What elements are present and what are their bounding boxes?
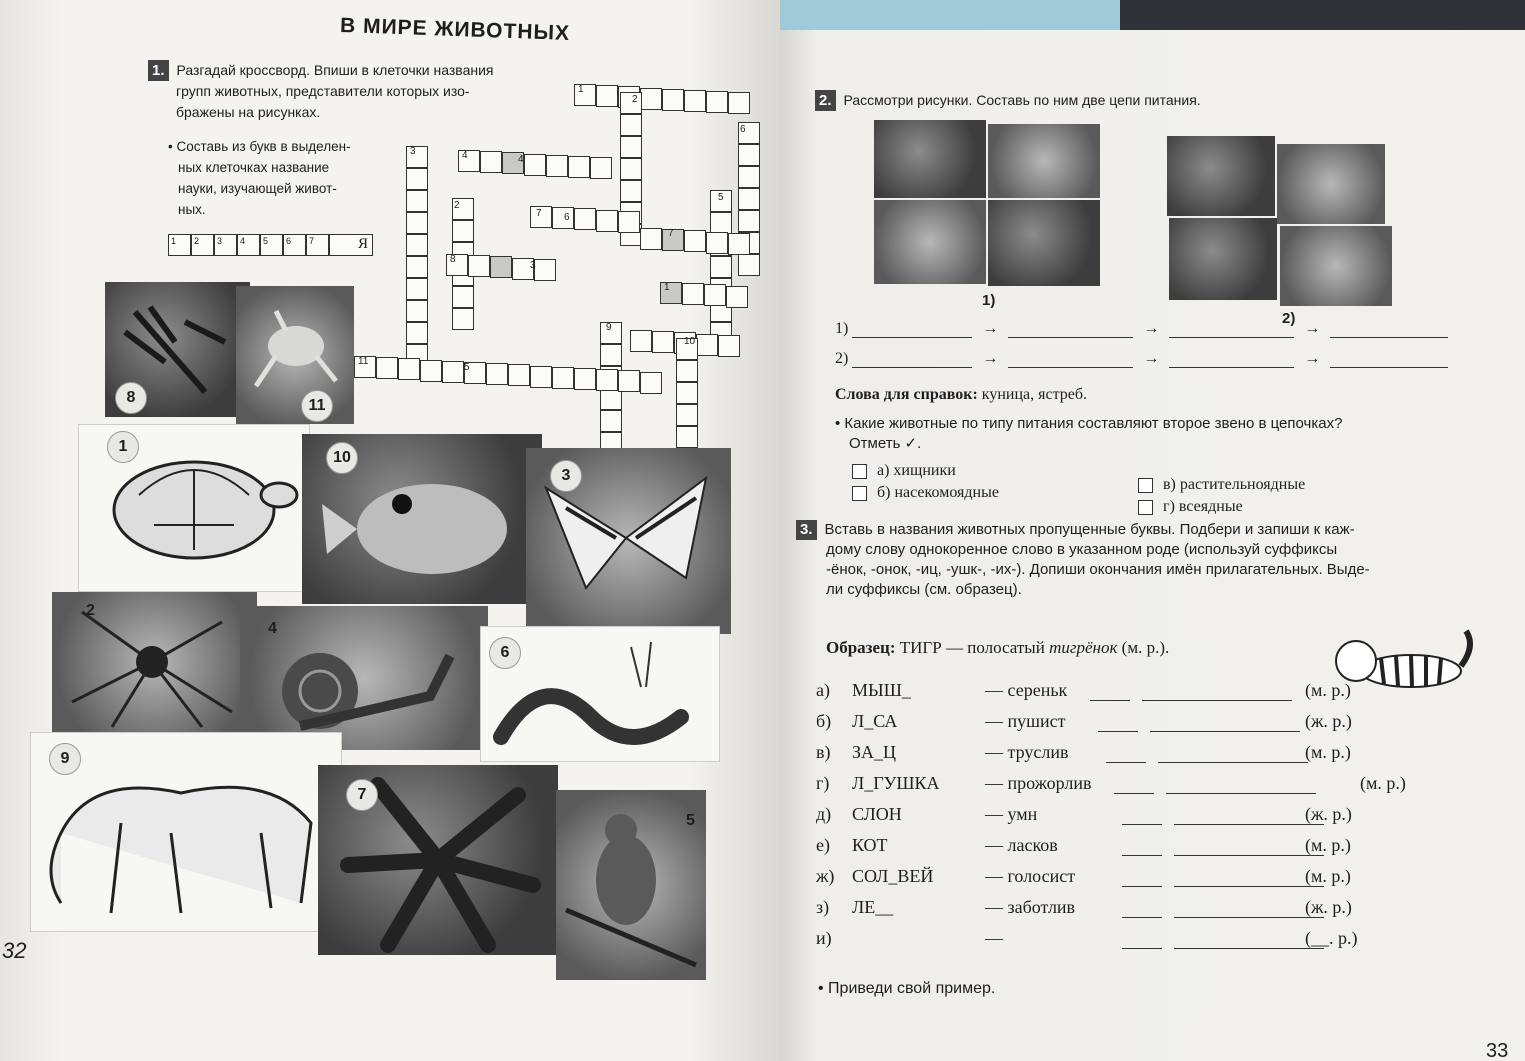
row-letter: д) xyxy=(816,804,832,824)
page-number: 33 xyxy=(1486,1040,1509,1061)
crossword-cell[interactable] xyxy=(406,322,428,344)
crossword-cell[interactable] xyxy=(618,211,640,233)
crossword-cell[interactable] xyxy=(452,308,474,330)
task3-number: 3. xyxy=(796,520,817,540)
answer-field[interactable] xyxy=(1166,773,1316,794)
crossword-cell[interactable] xyxy=(406,300,428,322)
answer-field[interactable] xyxy=(1174,804,1324,825)
crossword-cell[interactable] xyxy=(706,91,728,113)
group2-label: 2) xyxy=(1282,310,1296,327)
sample-answer: тигрёнок xyxy=(1049,638,1118,657)
crossword-cell[interactable] xyxy=(738,188,760,210)
row-letter: и) xyxy=(816,928,832,948)
fox-picture xyxy=(988,200,1100,286)
option-predators[interactable] xyxy=(852,460,999,482)
crossword-cell[interactable] xyxy=(706,232,728,254)
chain-answer-field[interactable] xyxy=(1169,321,1294,338)
crossword-cell[interactable] xyxy=(600,410,622,432)
crossword-cell[interactable] xyxy=(704,284,726,306)
row-adjective: — прожорлив xyxy=(985,773,1092,793)
crossword-number: 10 xyxy=(684,336,696,347)
snail-picture xyxy=(240,606,488,750)
crossword-cell[interactable] xyxy=(596,369,618,391)
turtle-picture xyxy=(78,424,310,592)
task1-line: групп животных, представители которых изо- xyxy=(176,83,470,99)
option-label: б) насекомоядные xyxy=(877,484,999,501)
option-insectivores[interactable] xyxy=(852,482,999,504)
crossword-cell[interactable] xyxy=(600,344,622,366)
picture-number: 9 xyxy=(49,743,81,775)
row-adjective: — голосист xyxy=(985,866,1076,886)
row-letter: е) xyxy=(816,835,830,855)
right-page xyxy=(780,30,1525,1061)
ending-field[interactable] xyxy=(1122,835,1162,856)
option-label: г) всеядные xyxy=(1163,498,1243,515)
crossword-cell[interactable] xyxy=(738,254,760,276)
keyword-cells[interactable] xyxy=(168,234,373,256)
ending-field[interactable] xyxy=(1106,742,1146,763)
crossword-cell[interactable] xyxy=(480,151,502,173)
option-label: в) растительноядные xyxy=(1163,476,1306,493)
crossword-cell[interactable] xyxy=(676,360,698,382)
keyword-cell[interactable]: 3 xyxy=(214,234,237,256)
final-bullet-text: Приведи свой пример. xyxy=(828,980,996,997)
task3-line: ли суффиксы (см. образец). xyxy=(826,581,1022,598)
row-word: КОТ xyxy=(852,835,888,855)
crossword-cell[interactable] xyxy=(406,168,428,190)
crossword-number: 4 xyxy=(462,150,468,161)
answer-field[interactable] xyxy=(1158,742,1308,763)
row-word: ЛЕ__ xyxy=(852,897,894,917)
crossword-cell[interactable] xyxy=(620,92,642,114)
question-text: Отметь ✓. xyxy=(849,435,922,452)
task3-line: -ёнок, -онок, -иц, -ушк-, -их-). Допиши окончания имён прилагательных. Выде- xyxy=(826,561,1370,578)
acorns-picture xyxy=(1280,226,1392,306)
options-col-1 xyxy=(852,460,999,504)
crossword-cell[interactable] xyxy=(490,256,512,278)
keyword-cell[interactable]: 4 xyxy=(237,234,260,256)
crossword-cell[interactable] xyxy=(546,155,568,177)
crossword-cell[interactable] xyxy=(676,382,698,404)
keyword-cell[interactable]: 5 xyxy=(260,234,283,256)
grass-picture xyxy=(874,200,986,284)
row-adjective: — умн xyxy=(985,804,1038,824)
crossword-number: 5 xyxy=(718,192,724,203)
arrow-icon: → xyxy=(1143,350,1160,367)
crossword-cell[interactable] xyxy=(676,426,698,448)
crossword-cell[interactable] xyxy=(596,210,618,232)
row-word: ЗА_Ц xyxy=(852,742,897,762)
worm-picture xyxy=(480,626,720,762)
picture-number: 8 xyxy=(115,382,147,414)
crossword-number: 1 xyxy=(578,84,584,95)
crossword-cell[interactable] xyxy=(726,286,748,308)
crossword-cell[interactable] xyxy=(620,136,642,158)
row-word: СЛОН xyxy=(852,804,902,824)
row-adjective: — заботлив xyxy=(985,897,1076,917)
frog-icon xyxy=(236,286,354,424)
crossword-cell[interactable] xyxy=(486,363,508,385)
row-letter: г) xyxy=(816,773,830,793)
sample-adj: полосатый xyxy=(967,638,1045,657)
crossword-cell[interactable] xyxy=(652,331,674,353)
picture-number: 11 xyxy=(301,390,333,422)
sample-label: Образец: xyxy=(826,638,896,657)
crossword-cell[interactable] xyxy=(420,360,442,382)
option-herbivores[interactable] xyxy=(1138,474,1305,496)
crossword-number: 9 xyxy=(606,322,612,333)
arrow-icon: → xyxy=(1143,320,1160,337)
keyword-cell[interactable]: Я xyxy=(329,234,373,256)
squirrel-picture xyxy=(1169,218,1277,300)
crossword-number: 2 xyxy=(454,200,460,211)
reference-words xyxy=(835,386,1087,404)
checkbox[interactable] xyxy=(1138,500,1153,515)
arrow-icon: → xyxy=(982,350,999,367)
task2-instruction: Рассмотри рисунки. Составь по ним две цепи питания. xyxy=(843,92,1201,108)
marten-picture xyxy=(1167,136,1275,216)
answer-field[interactable] xyxy=(1142,680,1292,701)
sample-gender: (м. р.). xyxy=(1121,638,1170,657)
chain-answer-field[interactable] xyxy=(852,321,972,338)
picture-number: 4 xyxy=(268,620,277,637)
arrow-icon: → xyxy=(1304,350,1321,367)
task1-bullet: • Составь из букв в выделен- ных клеточках название науки, изучающей живот- ных. xyxy=(168,136,378,220)
leopard-picture xyxy=(30,732,342,932)
row-word: МЫШ_ xyxy=(852,680,911,700)
crossword-cell[interactable] xyxy=(640,88,662,110)
picture-number: 3 xyxy=(550,460,582,492)
crossword-cell[interactable] xyxy=(696,334,718,356)
picture-number: 5 xyxy=(686,812,695,829)
crossword-cell[interactable] xyxy=(574,208,596,230)
ending-field[interactable] xyxy=(1090,680,1130,701)
chain-answer-field[interactable] xyxy=(852,351,972,368)
grasshopper-picture xyxy=(988,124,1100,198)
crossword-cell[interactable] xyxy=(574,368,596,390)
task2-number: 2. xyxy=(815,90,836,111)
reference-list: куница, ястреб. xyxy=(981,386,1088,403)
final-bullet: • Приведи свой пример. xyxy=(818,980,996,997)
picture-number: 2 xyxy=(86,602,95,619)
row-gender: (м. р.) xyxy=(1305,742,1351,762)
crossword-cell[interactable] xyxy=(468,255,490,277)
crossword-cell[interactable] xyxy=(376,357,398,379)
row-gender: (м. р.) xyxy=(1360,773,1406,793)
frog-picture xyxy=(236,286,354,424)
bullet-line: ных. xyxy=(178,202,206,217)
sample-line xyxy=(826,638,1169,658)
crossword-number: 5 xyxy=(464,362,470,373)
arrow-icon: → xyxy=(982,320,999,337)
crossword-number: 7 xyxy=(668,228,674,239)
bullet-line: ных клеточках название xyxy=(178,160,330,175)
ending-field[interactable] xyxy=(1098,711,1138,732)
crossword-number: 3 xyxy=(530,260,536,271)
page-title: В МИРЕ ЖИВОТНЫХ xyxy=(339,13,571,46)
task1-line: Разгадай кроссворд. Впиши в клеточки названия xyxy=(176,62,494,78)
crossword-cell[interactable] xyxy=(630,330,652,352)
crossword-cell[interactable] xyxy=(640,372,662,394)
crossword-cell[interactable] xyxy=(452,286,474,308)
crossword-number: 4 xyxy=(518,154,524,165)
crossword-cell[interactable] xyxy=(682,283,704,305)
crossword-number: 2 xyxy=(632,94,638,105)
crossword-cell[interactable] xyxy=(596,85,618,107)
row-adjective: — ласков xyxy=(985,835,1058,855)
tit-picture xyxy=(874,120,986,198)
answer-field[interactable] xyxy=(1150,711,1300,732)
row-gender: (ж. р.) xyxy=(1305,804,1352,824)
keyword-cell[interactable]: 2 xyxy=(191,234,214,256)
ending-field[interactable] xyxy=(1122,928,1162,949)
ending-field[interactable] xyxy=(1122,866,1162,887)
crossword-cell[interactable] xyxy=(398,358,420,380)
row-gender: (м. р.) xyxy=(1305,866,1351,886)
row-gender: (м. р.) xyxy=(1305,680,1351,700)
crayfish-picture xyxy=(105,282,250,417)
crossword-number: 11 xyxy=(358,356,369,367)
chain-answer-field[interactable] xyxy=(1330,351,1448,368)
task3-text xyxy=(796,520,1486,600)
hawk-picture xyxy=(1277,144,1385,224)
picture-number: 1 xyxy=(107,431,139,463)
crossword-cell[interactable] xyxy=(728,92,750,114)
answer-field[interactable] xyxy=(1174,835,1324,856)
crossword-cell[interactable] xyxy=(524,154,546,176)
row-gender: (ж. р.) xyxy=(1305,897,1352,917)
row-gender: (м. р.) xyxy=(1305,835,1351,855)
group1-label: 1) xyxy=(982,292,996,309)
row-adjective: — сереньк xyxy=(985,680,1068,700)
row-letter: а) xyxy=(816,680,830,700)
chain-answer-field[interactable] xyxy=(1008,351,1133,368)
chain-answer-field[interactable] xyxy=(1008,321,1133,338)
bullet-line: науки, изучающей живот- xyxy=(178,181,337,196)
sample-dash: — xyxy=(945,638,963,657)
chain-answer-field[interactable] xyxy=(1330,321,1448,338)
crossword-cell[interactable] xyxy=(738,210,760,232)
keyword-cell[interactable]: 1 xyxy=(168,234,191,256)
chain-label: 2) xyxy=(835,350,849,367)
task3-line: дому слову однокоренное слово в указанном роде (используй суффиксы xyxy=(826,541,1338,558)
task1-line: бражены на рисунках. xyxy=(176,104,321,120)
row-adjective: — пушист xyxy=(985,711,1066,731)
crossword-cell[interactable] xyxy=(684,90,706,112)
crossword-cell[interactable] xyxy=(406,212,428,234)
row-adjective: — xyxy=(985,928,1003,948)
crossword-number: 8 xyxy=(450,254,456,265)
crossword-cell[interactable] xyxy=(676,404,698,426)
picture-number: 6 xyxy=(489,637,521,669)
crossword-cell[interactable] xyxy=(552,367,574,389)
picture-number: 7 xyxy=(346,779,378,811)
crossword-cell[interactable] xyxy=(620,180,642,202)
keyword-cell[interactable]: 6 xyxy=(283,234,306,256)
option-label: а) хищники xyxy=(877,462,956,479)
chain-label: 1) xyxy=(835,320,849,337)
picture-number: 10 xyxy=(326,442,358,474)
row-word: Л_ГУШКА xyxy=(852,773,940,793)
crossword-cell[interactable] xyxy=(452,220,474,242)
crossword-cell[interactable] xyxy=(406,234,428,256)
checkbox[interactable] xyxy=(852,464,867,479)
crossword-cell[interactable] xyxy=(552,207,574,229)
task3-line: Вставь в названия животных пропущенные буквы. Подбери и запиши к каж- xyxy=(824,521,1355,538)
fish-picture xyxy=(302,434,542,604)
row-letter: в) xyxy=(816,742,831,762)
answer-field[interactable] xyxy=(1174,897,1324,918)
keyword-cell[interactable]: 7 xyxy=(306,234,329,256)
checkbox[interactable] xyxy=(852,486,867,501)
task2-text xyxy=(815,90,1201,111)
row-word: Л_СА xyxy=(852,711,898,731)
arrow-icon: → xyxy=(1304,320,1321,337)
crossword-cell[interactable] xyxy=(640,228,662,250)
crossword-cell[interactable] xyxy=(718,335,740,357)
crossword-cell[interactable] xyxy=(406,278,428,300)
crossword-cell[interactable] xyxy=(738,144,760,166)
chain-answer-field[interactable] xyxy=(1169,351,1294,368)
food-chain-1 xyxy=(835,320,1448,338)
crossword-cell[interactable] xyxy=(508,364,530,386)
crossword-cell[interactable] xyxy=(710,256,732,278)
crossword-number: 7 xyxy=(536,208,542,219)
crossword-cell[interactable] xyxy=(662,89,684,111)
crossword-number: 3 xyxy=(410,146,416,157)
row-word: СОЛ_ВЕЙ xyxy=(852,866,934,886)
butterfly-picture xyxy=(526,448,731,634)
crossword-cell[interactable] xyxy=(568,156,590,178)
bullet-line: Составь из букв в выделен- xyxy=(176,139,351,154)
crossword-cell[interactable] xyxy=(442,361,464,383)
spider-picture xyxy=(52,592,257,732)
crossword-cell[interactable] xyxy=(620,114,642,136)
sample-word: ТИГР xyxy=(899,638,942,657)
ending-field[interactable] xyxy=(1122,804,1162,825)
row-letter: ж) xyxy=(816,866,835,886)
starfish-picture xyxy=(318,765,558,955)
crossword-cell[interactable] xyxy=(406,190,428,212)
spider-icon xyxy=(52,592,257,732)
crossword-cell[interactable] xyxy=(728,233,750,255)
row-letter: б) xyxy=(816,711,832,731)
crossword-number: 6 xyxy=(740,124,746,135)
crossword-cell[interactable] xyxy=(618,370,640,392)
answer-field[interactable] xyxy=(1174,928,1324,949)
question-text: Какие животные по типу питания составляют второе звено в цепочках? xyxy=(844,415,1343,432)
row-gender: (__. р.) xyxy=(1305,928,1358,948)
answer-field[interactable] xyxy=(1174,866,1324,887)
ending-field[interactable] xyxy=(1114,773,1154,794)
row-adjective: — труслив xyxy=(985,742,1069,762)
crossword-cell[interactable] xyxy=(590,157,612,179)
crossword-cell[interactable] xyxy=(530,366,552,388)
food-chain-2 xyxy=(835,350,1448,368)
bird-picture xyxy=(556,790,706,980)
crossword-cell[interactable] xyxy=(684,230,706,252)
row-gender: (ж. р.) xyxy=(1305,711,1352,731)
ending-field[interactable] xyxy=(1122,897,1162,918)
row-letter: з) xyxy=(816,897,830,917)
background-book-cover xyxy=(760,0,1120,32)
crossword-cell[interactable] xyxy=(738,166,760,188)
task2-question: • Какие животные по типу питания составляют второе звено в цепочках? Отметь ✓. xyxy=(835,415,1343,452)
option-omnivores[interactable] xyxy=(1138,496,1305,518)
crossword-cell[interactable] xyxy=(406,256,428,278)
reference-label: Слова для справок: xyxy=(835,386,978,403)
snail-icon xyxy=(240,606,488,750)
crossword-cell[interactable] xyxy=(620,158,642,180)
crossword-cell[interactable] xyxy=(534,259,556,281)
checkbox[interactable] xyxy=(1138,478,1153,493)
options-col-2 xyxy=(1138,474,1305,518)
page-number: 32 xyxy=(2,938,27,963)
task1-text xyxy=(148,60,548,123)
task1-number: 1. xyxy=(148,60,169,81)
crossword-number: 1 xyxy=(664,282,670,293)
crossword-number: 6 xyxy=(564,212,570,223)
bird-icon xyxy=(556,790,706,980)
